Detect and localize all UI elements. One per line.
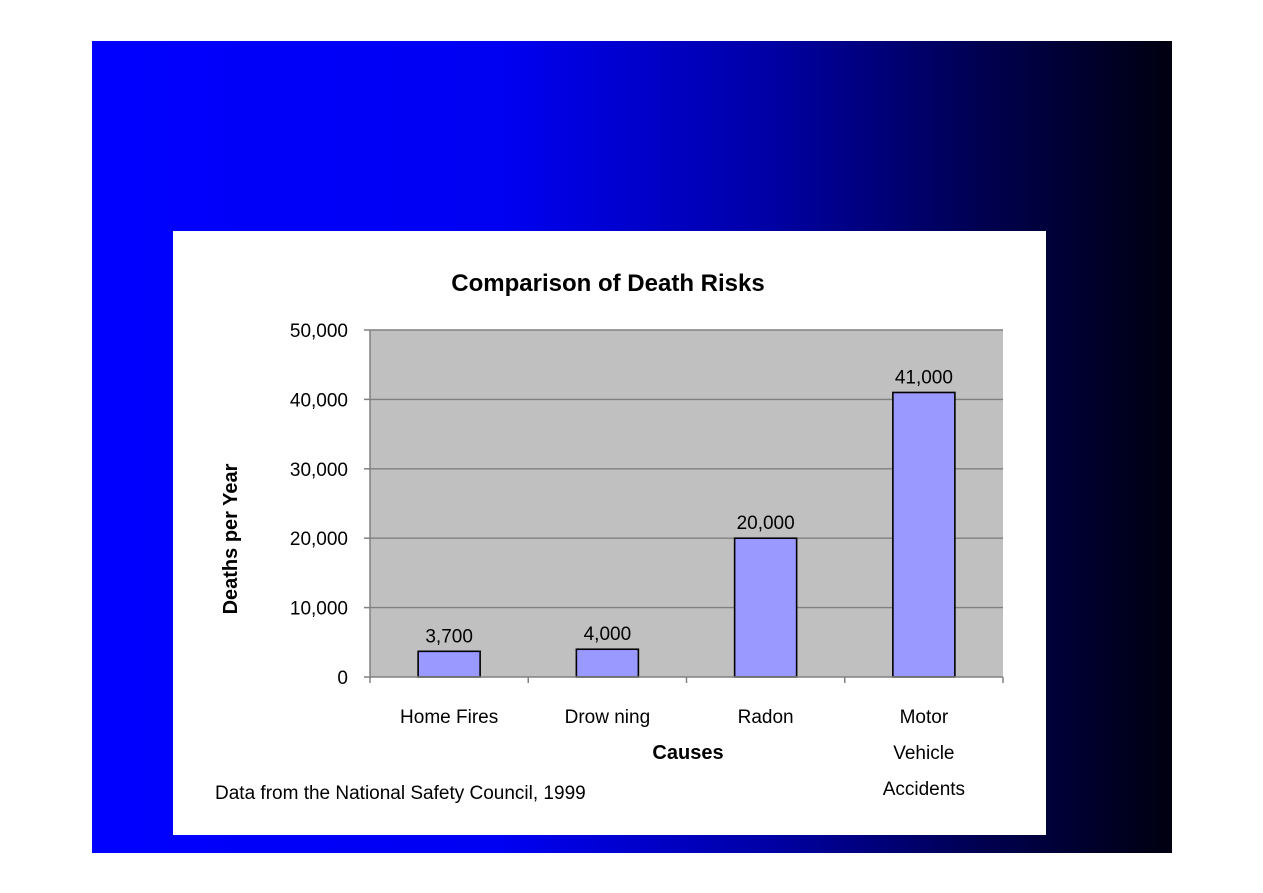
data-label: 41,000 [894,367,953,389]
x-tick-label: Home Fires [400,707,499,728]
chart-title: Comparison of Death Risks [451,270,765,297]
x-tick-label: Drow ning [564,707,651,728]
bar [893,392,955,677]
y-tick-label: 10,000 [289,598,348,620]
bar [576,649,638,677]
y-tick-label: 0 [337,668,348,689]
bar [735,538,797,677]
y-tick-labels [290,321,348,689]
y-tick-label: 20,000 [289,529,348,551]
bar-chart [173,231,1046,835]
source-note: Data from the National Safety Council, 1999 [215,783,586,804]
y-axis-title: Deaths per Year [220,463,242,615]
x-tick-label: Motor [899,707,949,728]
data-label: 3,700 [425,626,473,648]
data-label: 4,000 [583,624,632,646]
y-tick-label: 30,000 [289,459,348,481]
x-tick-label: Radon [737,707,794,728]
x-axis-title: Causes [652,742,724,764]
y-tick-label: 40,000 [289,390,348,412]
x-tick-label: Vehicle [893,743,955,764]
chart-panel [173,231,1046,835]
bar [418,651,480,677]
y-tick-label: 50,000 [289,321,348,342]
x-tick-label: Accidents [882,779,966,800]
data-label: 20,000 [736,513,795,535]
